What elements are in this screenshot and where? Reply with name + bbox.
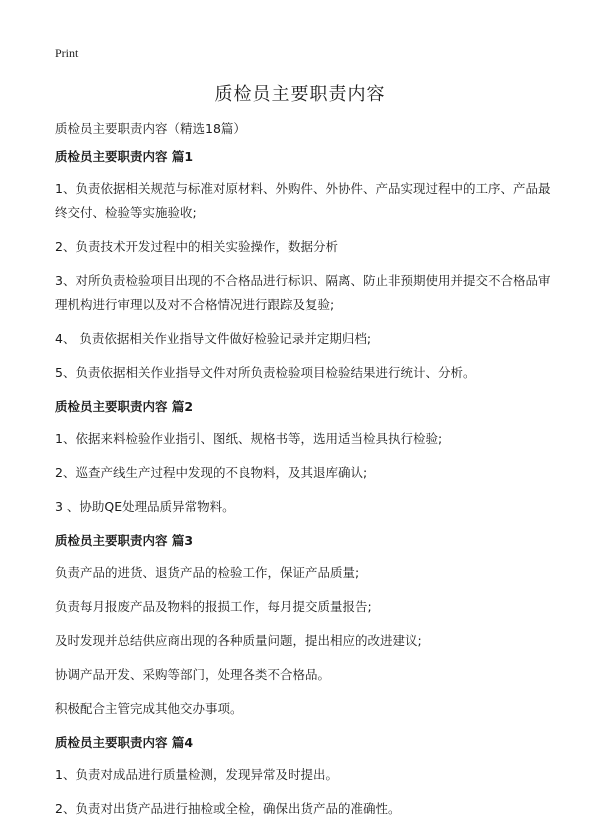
paragraph: 2、负责对出货产品进行抽检或全检，确保出货产品的准确性。 xyxy=(55,801,401,816)
section-heading: 质检员主要职责内容 篇2 xyxy=(55,399,194,414)
article-body xyxy=(55,117,555,831)
paragraph: 3、对所负责检验项目出现的不合格品进行标识、隔离、防止非预期使用并提交不合格品审理机构进行审理以及对不合格情况进行跟踪及复验; xyxy=(55,273,551,312)
paragraph: 协调产品开发、采购等部门，处理各类不合格品。 xyxy=(55,667,331,682)
section-4 xyxy=(55,731,555,821)
paragraph: 5、负责依据相关作业指导文件对所负责检验项目检验结果进行统计、分析。 xyxy=(55,365,476,380)
paragraph: 4、 负责依据相关作业指导文件做好检验记录并定期归档; xyxy=(55,331,372,346)
paragraph: 1、负责依据相关规范与标准对原材料、外购件、外协件、产品实现过程中的工序、产品最终交付、检验等实施验收; xyxy=(55,181,551,220)
page-title: 质检员主要职责内容 xyxy=(214,84,386,105)
paragraph: 积极配合主管完成其他交办事项。 xyxy=(55,701,243,716)
paragraph: 及时发现并总结供应商出现的各种质量问题，提出相应的改进建议; xyxy=(55,633,422,648)
paragraph: 1、依据来料检验作业指引、图纸、规格书等，选用适当检具执行检验; xyxy=(55,431,443,446)
section-1 xyxy=(55,145,555,385)
article-subtitle: 质检员主要职责内容（精选18篇） xyxy=(55,121,246,136)
paragraph: 2、负责技术开发过程中的相关实验操作，数据分析 xyxy=(55,239,338,254)
paragraph: 负责每月报废产品及物料的报损工作，每月提交质量报告; xyxy=(55,599,372,614)
section-heading: 质检员主要职责内容 篇1 xyxy=(55,149,194,164)
section-2 xyxy=(55,395,555,519)
paragraph: 2、巡查产线生产过程中发现的不良物料，及其退库确认; xyxy=(55,465,368,480)
paragraph: 3 、协助QE处理品质异常物料。 xyxy=(55,499,235,514)
section-heading: 质检员主要职责内容 篇3 xyxy=(55,533,194,548)
section-heading: 质检员主要职责内容 篇4 xyxy=(55,735,194,750)
paragraph: 负责产品的进货、退货产品的检验工作，保证产品质量; xyxy=(55,565,360,580)
print-link[interactable]: Print xyxy=(55,46,79,60)
paragraph: 1、负责对成品进行质量检测，发现异常及时提出。 xyxy=(55,767,338,782)
section-3 xyxy=(55,529,555,721)
